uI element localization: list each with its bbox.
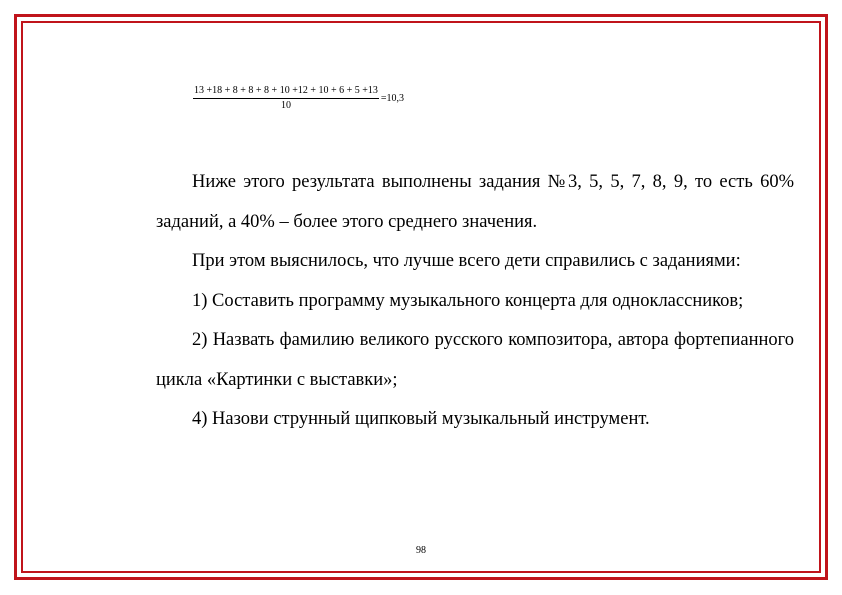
paragraph-task-2: 2) Назвать фамилию великого русского композитора, автора фортепианного цикла «Картинки с выставки»; <box>156 330 794 390</box>
formula-numerator: 13 +18 + 8 + 8 + 8 + 10 +12 + 10 + 6 + 5 +13 <box>193 86 379 99</box>
formula-result: =10,3 <box>380 92 405 104</box>
average-formula <box>193 86 404 111</box>
paragraph-best-tasks-intro: При этом выяснилось, что лучше всего дети справились с заданиями: <box>192 251 741 271</box>
body-text <box>156 163 794 440</box>
paragraph-task-4: 4) Назови струнный щипковый музыкальный инструмент. <box>192 409 650 429</box>
paragraph-task-1: 1) Составить программу музыкального концерта для одноклассников; <box>192 290 744 311</box>
paragraph-result-summary: Ниже этого результата выполнены задания №3, 5, 5, 7, 8, 9, то есть 60% заданий, а 40% – более этого среднего значения. <box>156 172 794 232</box>
formula-denominator: 10 <box>280 100 291 111</box>
formula-fraction <box>193 86 379 111</box>
page-number: 98 <box>416 545 426 556</box>
